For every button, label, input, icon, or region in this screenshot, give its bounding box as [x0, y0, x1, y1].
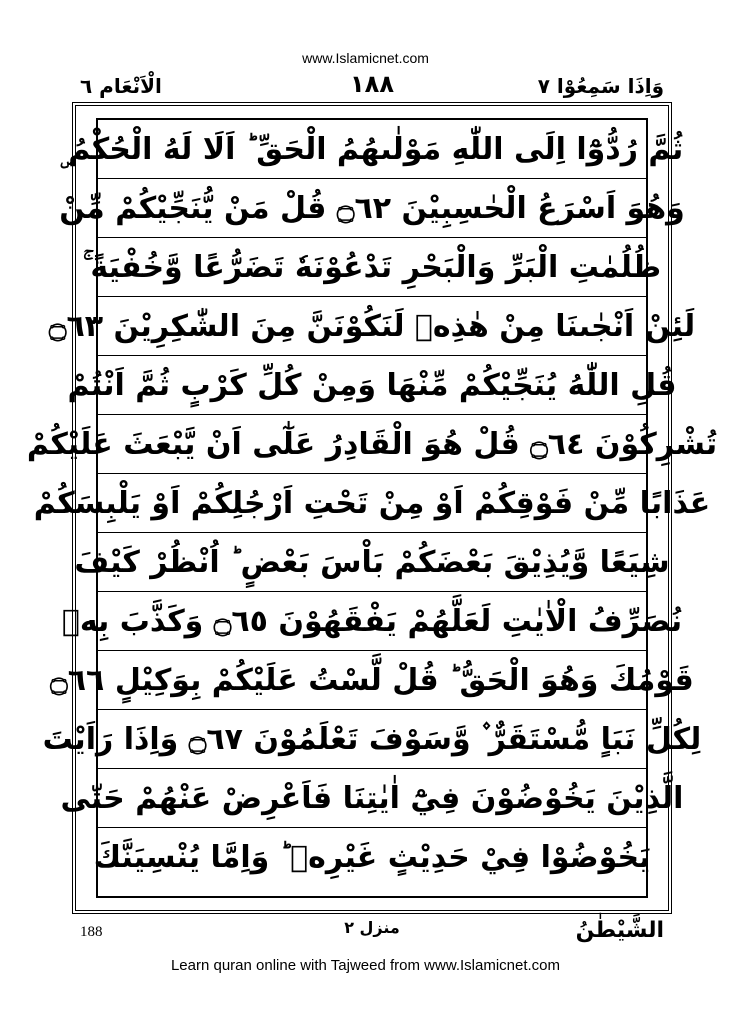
page-number: 188: [80, 924, 103, 940]
site-url: www.Islamicnet.com: [302, 50, 429, 66]
page-footer: [80, 916, 664, 948]
page-number-arabic: ١٨٨: [350, 70, 394, 98]
line-divider: [98, 827, 646, 828]
line-divider: [98, 296, 646, 297]
line-divider: [98, 709, 646, 710]
verse-line-11: لِكُلِّ نَبَاٍ مُّسْتَقَرٌّ ۫ وَّسَوْفَ تَعْلَمُوْنَ ۝٦٧ وَاِذَا رَاَيْتَ: [42, 721, 702, 757]
verse-line-4: لَئِنْ اَنْجٰىنَا مِنْ هٰذِهٖ لَنَكُوْنَنَّ مِنَ الشّٰكِرِيْنَ ۝٦٣: [48, 308, 696, 344]
verse-line-7: عَذَابًا مِّنْ فَوْقِكُمْ اَوْ مِنْ تَحْتِ اَرْجُلِكُمْ اَوْ يَلْبِسَكُمْ: [33, 485, 711, 521]
manzil-label: منزل ٢: [344, 918, 400, 937]
verse-line-6: تُشْرِكُوْنَ ۝٦٤ قُلْ هُوَ الْقَادِرُ عَلٰٓى اَنْ يَّبْعَثَ عَلَيْكُمْ: [26, 426, 718, 462]
line-divider: [98, 237, 646, 238]
footer-promo-text: Learn quran online with Tajweed from www.Islamicnet.com: [170, 957, 561, 974]
line-divider: [98, 473, 646, 474]
verse-line-8: شِيَعًا وَّيُذِيْقَ بَعْضَكُمْ بَاْسَ بَعْضٍ ؕ اُنْظُرْ كَيْفَ: [74, 544, 670, 580]
catchword: الشَّيْطٰنُ: [575, 918, 664, 943]
page-header: [80, 70, 664, 98]
surah-label: الْاَنْعَام ٦: [80, 74, 162, 98]
line-divider: [98, 532, 646, 533]
line-divider: [98, 650, 646, 651]
line-divider: [98, 178, 646, 179]
juz-label: وَاِذَا سَمِعُوْا ٧: [537, 74, 664, 98]
verse-line-13: يَخُوْضُوْا فِيْ حَدِيْثٍ غَيْرِهٖ ؕ وَاِمَّا يُنْسِيَنَّكَ: [93, 839, 651, 875]
line-divider: [98, 414, 646, 415]
verse-line-5: قُلِ اللّٰهُ يُنَجِّيْكُمْ مِّنْهَا وَمِنْ كُلِّ كَرْبٍ ثُمَّ اَنْتُمْ: [67, 367, 677, 403]
verse-line-1: ثُمَّ رُدُّوْٓا اِلَى اللّٰهِ مَوْلٰىهُمُ الْحَقِّ ؕ اَلَا لَهُ الْحُكْمُ ۣ: [60, 131, 684, 167]
line-divider: [98, 591, 646, 592]
verse-line-9: نُصَرِّفُ الْاٰيٰتِ لَعَلَّهُمْ يَفْقَهُوْنَ ۝٦٥ وَكَذَّبَ بِهٖ: [61, 603, 683, 639]
verse-line-12: الَّذِيْنَ يَخُوْضُوْنَ فِيْٓ اٰيٰتِنَا فَاَعْرِضْ عَنْهُمْ حَتّٰى: [60, 780, 684, 816]
line-divider: [98, 768, 646, 769]
verse-line-2: وَهُوَ اَسْرَعُ الْحٰسِبِيْنَ ۝٦٢ قُلْ مَنْ يُّنَجِّيْكُمْ مِّنْ: [59, 190, 685, 226]
line-divider: [98, 355, 646, 356]
verse-line-3: ظُلُمٰتِ الْبَرِّ وَالْبَحْرِ تَدْعُوْنَهٗ تَضَرُّعًا وَّخُفْيَةً ۚ: [82, 249, 662, 285]
verse-line-10: قَوْمُكَ وَهُوَ الْحَقُّ ؕ قُلْ لَّسْتُ عَلَيْكُمْ بِوَكِيْلٍ ۝٦٦: [50, 662, 694, 698]
